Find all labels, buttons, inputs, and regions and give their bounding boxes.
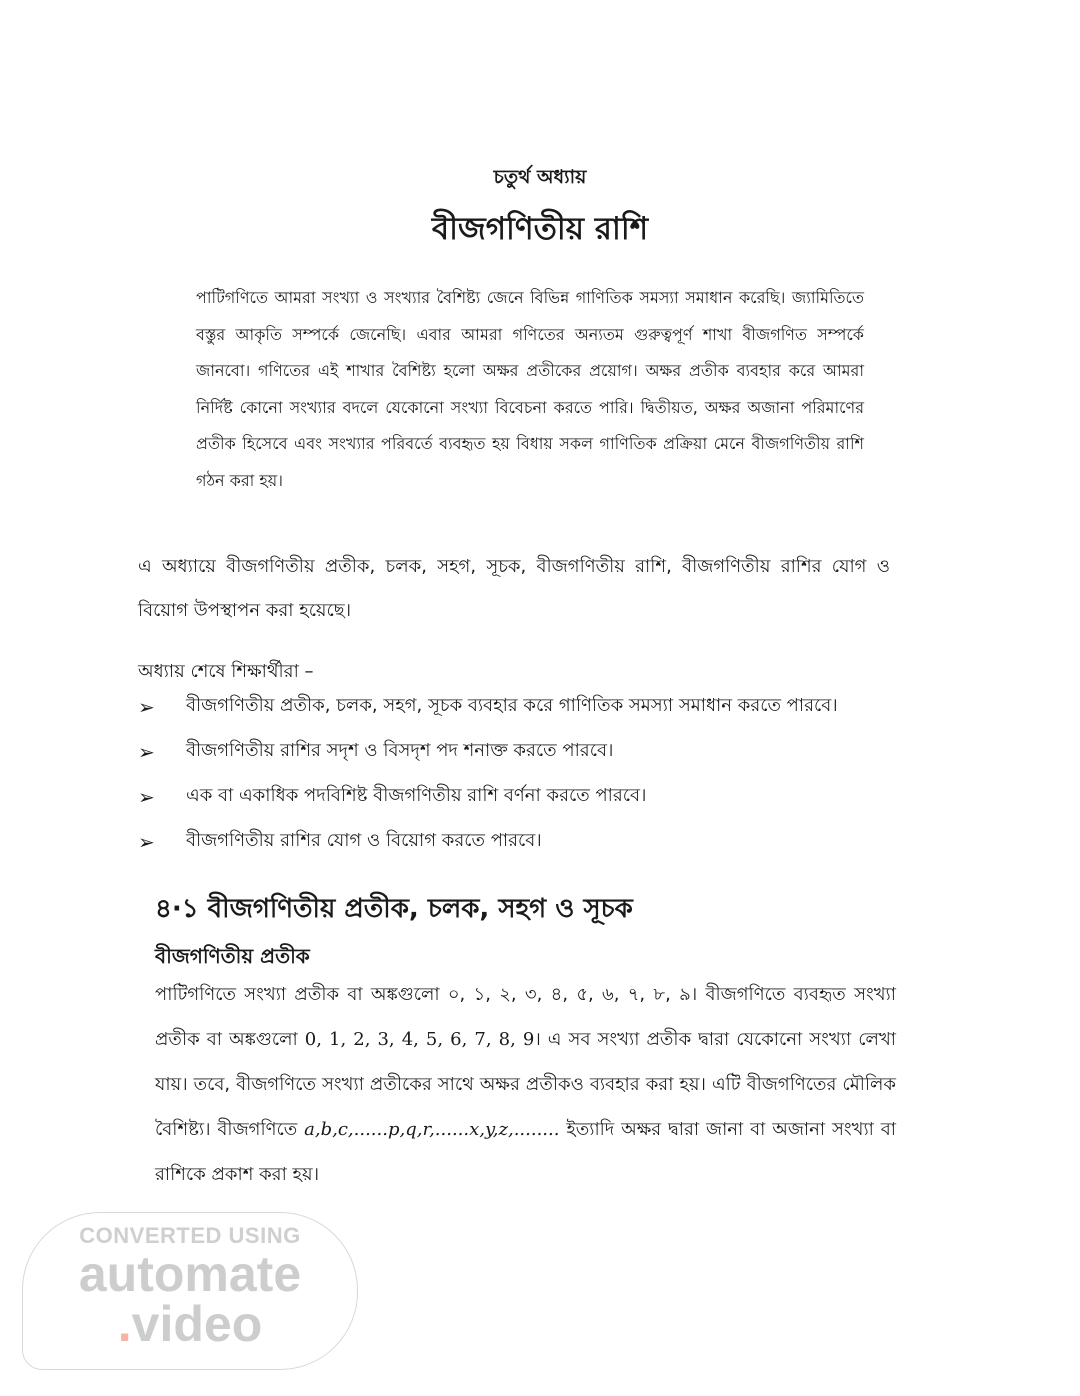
chapter-label: চতুর্থ অধ্যায় bbox=[493, 166, 587, 188]
watermark-brand-word: video bbox=[131, 1296, 263, 1352]
overview-paragraph: এ অধ্যায়ে বীজগণিতীয় প্রতীক, চলক, সহগ, সূচক, বীজগণিতীয় রাশি, বীজগণিতীয় রাশির যোগ ও বিয়োগ উপস্থাপন করা হয়েছে। bbox=[138, 556, 890, 621]
watermark-caption: CONVERTED USING bbox=[79, 1223, 301, 1248]
list-item bbox=[138, 729, 918, 774]
english-digits: 0, 1, 2, 3, 4, 5, 6, 7, 8, 9 bbox=[304, 1029, 535, 1050]
watermark-brand-line1: automate bbox=[78, 1246, 302, 1302]
outcome-text: এক বা একাধিক পদবিশিষ্ট বীজগণিতীয় রাশি বর্ণনা করতে পারবে। bbox=[186, 785, 647, 806]
watermark-dot: . bbox=[117, 1296, 132, 1352]
list-item bbox=[138, 774, 918, 819]
body-text-part2: । এ সব সংখ্যা প্রতীক দ্বারা যেকোনো সংখ্যা লেখা যায়। তবে, বীজগণিতে সংখ্যা প্রতীকের সাথে অক্ষর প্রতীকও ব্যবহার করা হয়। এটি বীজগণিতের মৌলিক বৈশিষ্ট্য। বীজগণিতে bbox=[155, 1029, 896, 1140]
watermark-brand-line2 bbox=[23, 1296, 357, 1352]
list-item bbox=[138, 819, 918, 864]
watermark bbox=[22, 1212, 358, 1370]
outcome-text: বীজগণিতীয় রাশির যোগ ও বিয়োগ করতে পারবে। bbox=[186, 830, 542, 851]
outcomes-list bbox=[138, 684, 918, 864]
body-text-part1: পাটিগণিতে সংখ্যা প্রতীক বা অঙ্কগুলো ০, ১, ২, ৩, ৪, ৫, ৬, ৭, ৮, ৯। বীজগণিতে ব্যবহৃত সংখ্যা প্রতীক বা অঙ্কগুলো bbox=[155, 984, 896, 1050]
sub-heading: বীজগণিতীয় প্রতীক bbox=[155, 944, 310, 968]
list-item bbox=[138, 684, 918, 729]
body-text-part3: ইত্যাদি অক্ষর দ্বারা জানা বা অজানা সংখ্যা বা রাশিকে প্রকাশ করা হয়। bbox=[155, 1119, 896, 1185]
chapter-title: বীজগণিতীয় রাশি bbox=[431, 211, 649, 247]
outcome-text: বীজগণিতীয় রাশির সদৃশ ও বিসদৃশ পদ শনাক্ত করতে পারবে। bbox=[186, 740, 614, 761]
section-heading: ৪·১ বীজগণিতীয় প্রতীক, চলক, সহগ ও সূচক bbox=[155, 894, 633, 924]
letter-symbols: a,b,c,......p,q,r,......x,y,z,........ bbox=[304, 1119, 560, 1140]
body-paragraph bbox=[155, 972, 896, 1197]
arrow-bullet-icon: ➢ bbox=[138, 829, 155, 854]
intro-paragraph: পাটিগণিতে আমরা সংখ্যা ও সংখ্যার বৈশিষ্ট্য জেনে বিভিন্ন গাণিতিক সমস্যা সমাধান করেছি। জ্যামিতিতে বস্তুর আকৃতি সম্পর্কে জেনেছি। এবার আমরা গণিতের অন্যতম গুরুত্বপূর্ণ শাখা বীজগণিত সম্পর্কে জানবো। গণিতের এই শাখার বৈশিষ্ট্য হলো অক্ষর প্রতীকের প্রয়োগ। অক্ষর প্রতীক ব্যবহার করে আমরা নির্দিষ্ট কোনো সংখ্যার বদলে যেকোনো সংখ্যা বিবেচনা করতে পারি। দ্বিতীয়ত, অক্ষর অজানা পরিমাণের প্রতীক হিসেবে এবং সংখ্যার পরিবর্তে ব্যবহৃত হয় বিধায় সকল গাণিতিক প্রক্রিয়া মেনে বীজগণিতীয় রাশি গঠন করা হয়। bbox=[196, 288, 864, 490]
arrow-bullet-icon: ➢ bbox=[138, 694, 155, 719]
arrow-bullet-icon: ➢ bbox=[138, 739, 155, 764]
outcome-text: বীজগণিতীয় প্রতীক, চলক, সহগ, সূচক ব্যবহার করে গাণিতিক সমস্যা সমাধান করতে পারবে। bbox=[186, 695, 838, 716]
outcomes-intro: অধ্যায় শেষে শিক্ষার্থীরা – bbox=[138, 661, 314, 682]
arrow-bullet-icon: ➢ bbox=[138, 784, 155, 809]
